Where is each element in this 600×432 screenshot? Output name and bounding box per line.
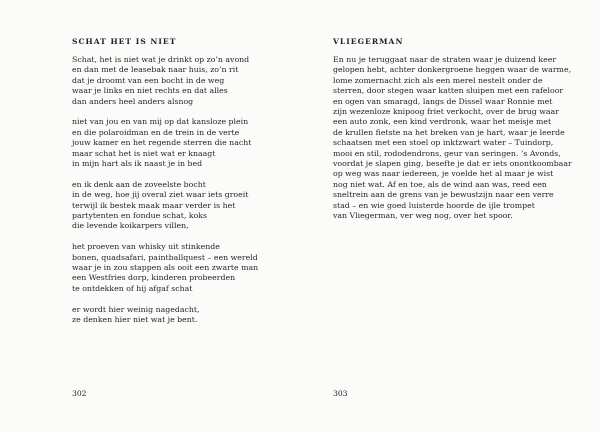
prose-line: stad – en wie goed luisterde hoorde de ijle trompet <box>333 200 535 210</box>
poem-line: jouw kamer en het regende sterren die nacht <box>72 138 252 148</box>
poem-line: maar schat het is niet wat er knaagt <box>72 148 216 158</box>
prose-line: op weg was naar iedereen, je voelde het al maar je wist <box>333 169 554 179</box>
prose-poem-body <box>333 55 572 222</box>
poem-line: Schat, het is niet wat je drinkt op zo’n avond <box>72 55 250 64</box>
page-number-left: 302 <box>72 389 87 398</box>
poem-line: bonen, quadsafari, paintballquest – een wereld <box>72 252 258 262</box>
prose-line: mooi en stil, rododendrons, geur van seringen. ’s Avonds, <box>333 148 561 158</box>
poem-line: in de weg, hoe jij overal ziet waar iets groeit <box>72 190 249 200</box>
prose-line: schaatsen met een stoel op inktzwart water – Tuindorp, <box>333 138 554 148</box>
poem-line: ze denken hier niet wat je bent. <box>72 315 198 325</box>
poem-line: te ontdekken of hij afgaf schat <box>72 283 193 293</box>
poem-line: partytenten en fondue schat, koks <box>72 211 208 221</box>
stanza <box>72 305 287 326</box>
prose-line: een auto zonk, een kind verdronk, waar het meisje met <box>333 117 552 127</box>
stanza <box>72 55 287 107</box>
prose-line: gelopen hebt, achter donkergroene heggen waar de warme, <box>333 65 572 75</box>
poem-line: en ik denk aan de zoveelste bocht <box>72 179 206 189</box>
stanza <box>72 180 287 232</box>
poem-title: SCHAT HET IS NIET <box>72 37 177 46</box>
prose-line: en ogen van smaragd, langs de Dissel waar Ronnie met <box>333 96 553 106</box>
poem-line: en die polaroidman en de trein in de verte <box>72 127 240 137</box>
stanza <box>72 117 287 169</box>
poem-line: waar je links en niet rechts en dat alles <box>72 86 228 96</box>
poem-line: dan anders heel anders alsnog <box>72 96 194 106</box>
prose-line: En nu je teruggaat naar de straten waar je duizend keer <box>333 55 557 64</box>
poem-line: terwijl ik bestek maak maar verder is het <box>72 200 236 210</box>
stanza <box>72 242 287 294</box>
page-number-right: 303 <box>333 389 348 398</box>
poem-line: die levende koikarpers villen, <box>72 221 189 231</box>
poem-line: en dan met de leasebak naar huis, zo’n rit <box>72 65 239 75</box>
poem-line: het proeven van whisky uit stinkende <box>72 242 220 252</box>
prose-line: van Vliegerman, ver weg nog, over het spoor. <box>333 211 513 221</box>
right-page <box>300 0 600 432</box>
poem-line: niet van jou en van mij op dat kansloze plein <box>72 117 249 127</box>
prose-line: lome zomernacht zich als een merel nestelt onder de <box>333 75 543 85</box>
poem-line: waar je in zou stappen als ooit een zwarte man <box>72 263 259 273</box>
prose-line: sterren, door stegen waar katten sluipen met een rafeloor <box>333 86 564 96</box>
poem-line: een Westfries dorp, kinderen probeerden <box>72 273 236 283</box>
prose-line: zijn wezenloze knipoog friet verkocht, over de brug waar <box>333 107 559 117</box>
poem-line: in mijn hart als ik naast je in bed <box>72 159 203 169</box>
poem-line: er wordt hier weinig nagedacht, <box>72 304 200 314</box>
prose-line: sneltrein aan de grens van je bewustzijn naar een verre <box>333 190 554 200</box>
poem-body <box>72 55 287 336</box>
poem-line: dat je droomt van een bocht in de weg <box>72 75 225 85</box>
prose-line: nog niet wat. Af en toe, als de wind aan was, reed een <box>333 179 547 189</box>
prose-poem-title: VLIEGERMAN <box>333 37 404 46</box>
prose-line: voordat je slapen ging, besefte je dat er iets onontkoombaar <box>333 159 572 169</box>
prose-line: de krullen fietste na het breken van je hart, waar je leerde <box>333 127 565 137</box>
